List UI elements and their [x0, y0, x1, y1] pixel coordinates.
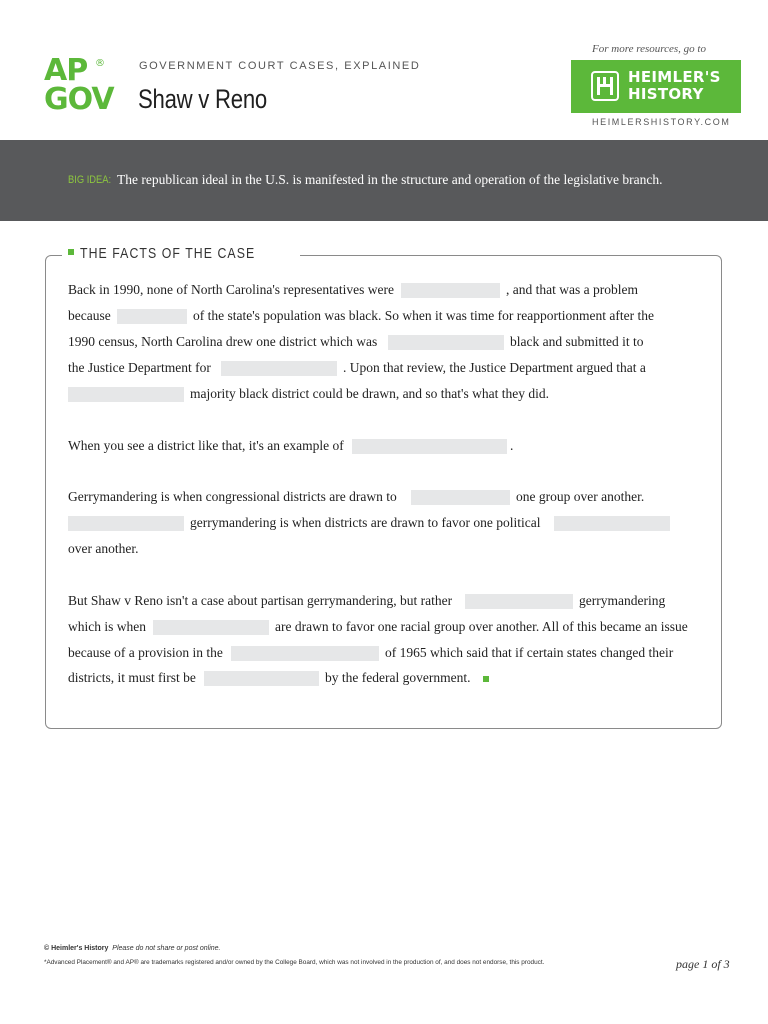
- facts-text: majority black district could be drawn, and so that's what they did.: [190, 386, 549, 401]
- fill-in-blank[interactable]: [117, 309, 187, 324]
- fill-in-blank[interactable]: [554, 516, 670, 531]
- facts-text: which is when: [68, 619, 146, 634]
- fill-in-blank[interactable]: [401, 283, 500, 298]
- facts-text: by the federal government.: [325, 670, 471, 685]
- facts-text: gerrymandering is when districts are drawn to favor one political: [190, 515, 541, 530]
- footer-copyright-owner: © Heimler's History: [44, 945, 109, 952]
- promo-url-link[interactable]: HEIMLERSHISTORY.COM: [592, 117, 731, 127]
- facts-text: .: [510, 438, 514, 453]
- facts-text: of the state's population was black. So when it was time for reapportionment after the: [193, 308, 654, 323]
- big-idea-label: BIG IDEA:: [68, 174, 112, 186]
- fill-in-blank[interactable]: [221, 361, 337, 376]
- promo-brand-line-1: HEIMLER'S: [628, 68, 721, 86]
- facts-text: black and submitted it to: [510, 334, 644, 349]
- facts-text: Back in 1990, none of North Carolina's representatives were: [68, 282, 394, 297]
- fill-in-blank[interactable]: [411, 490, 510, 505]
- facts-text: because: [68, 308, 111, 323]
- green-square-bullet-icon: [68, 249, 74, 255]
- promo-brand-name: [628, 69, 721, 103]
- promo-text: For more resources, go to: [592, 43, 706, 55]
- facts-text: over another.: [68, 541, 139, 556]
- fill-in-blank[interactable]: [68, 516, 184, 531]
- heimlers-history-logo[interactable]: [571, 60, 741, 113]
- fill-in-blank[interactable]: [352, 439, 507, 454]
- logo-gov-text: GOV: [44, 82, 114, 117]
- page-title: Shaw v Reno: [138, 84, 267, 114]
- fill-in-blank[interactable]: [204, 671, 319, 686]
- facts-text: the Justice Department for: [68, 360, 211, 375]
- ap-gov-logo: [44, 53, 128, 120]
- facts-text: of 1965 which said that if certain states changed their: [385, 645, 674, 660]
- series-label: GOVERNMENT COURT CASES, EXPLAINED: [139, 60, 421, 72]
- facts-text: gerrymandering: [579, 593, 666, 608]
- footer-trademark: *Advanced Placement® and AP® are trademarks registered and/or owned by the College Board, which was not involved in the production of, and does not endorse, this product.: [44, 959, 545, 966]
- fill-in-blank[interactable]: [231, 646, 379, 661]
- fill-in-blank[interactable]: [68, 387, 184, 402]
- facts-text: because of a provision in the: [68, 645, 223, 660]
- big-idea-banner: [0, 140, 768, 221]
- facts-text: But Shaw v Reno isn't a case about partisan gerrymandering, but rather: [68, 593, 453, 608]
- page-number: page 1 of 3: [676, 957, 730, 971]
- promo-brand-line-2: HISTORY: [628, 85, 704, 103]
- facts-text: When you see a district like that, it's an example of: [68, 438, 344, 453]
- end-of-section-square-icon: [483, 676, 489, 682]
- facts-text: districts, it must first be: [68, 670, 196, 685]
- fill-in-blank[interactable]: [153, 620, 269, 635]
- logo-ap-text: AP: [44, 53, 88, 88]
- facts-heading: [62, 245, 300, 265]
- fill-in-blank[interactable]: [465, 594, 573, 609]
- fill-in-blank[interactable]: [388, 335, 504, 350]
- hh-monogram-icon: [591, 71, 619, 101]
- facts-heading-text: THE FACTS OF THE CASE: [80, 245, 256, 262]
- facts-text: . Upon that review, the Justice Department argued that a: [343, 360, 646, 375]
- logo-registered-mark: ®: [95, 58, 105, 69]
- facts-text: , and that was a problem: [506, 282, 638, 297]
- facts-text: Gerrymandering is when congressional districts are drawn to: [68, 489, 397, 504]
- footer-copyright: [44, 945, 220, 952]
- footer-notice: Please do not share or post online.: [112, 945, 221, 952]
- big-idea-text: The republican ideal in the U.S. is manifested in the structure and operation of the legislative branch.: [117, 172, 663, 187]
- facts-text: one group over another.: [516, 489, 645, 504]
- facts-text: are drawn to favor one racial group over another. All of this became an issue: [275, 619, 688, 634]
- facts-text: 1990 census, North Carolina drew one district which was: [68, 334, 378, 349]
